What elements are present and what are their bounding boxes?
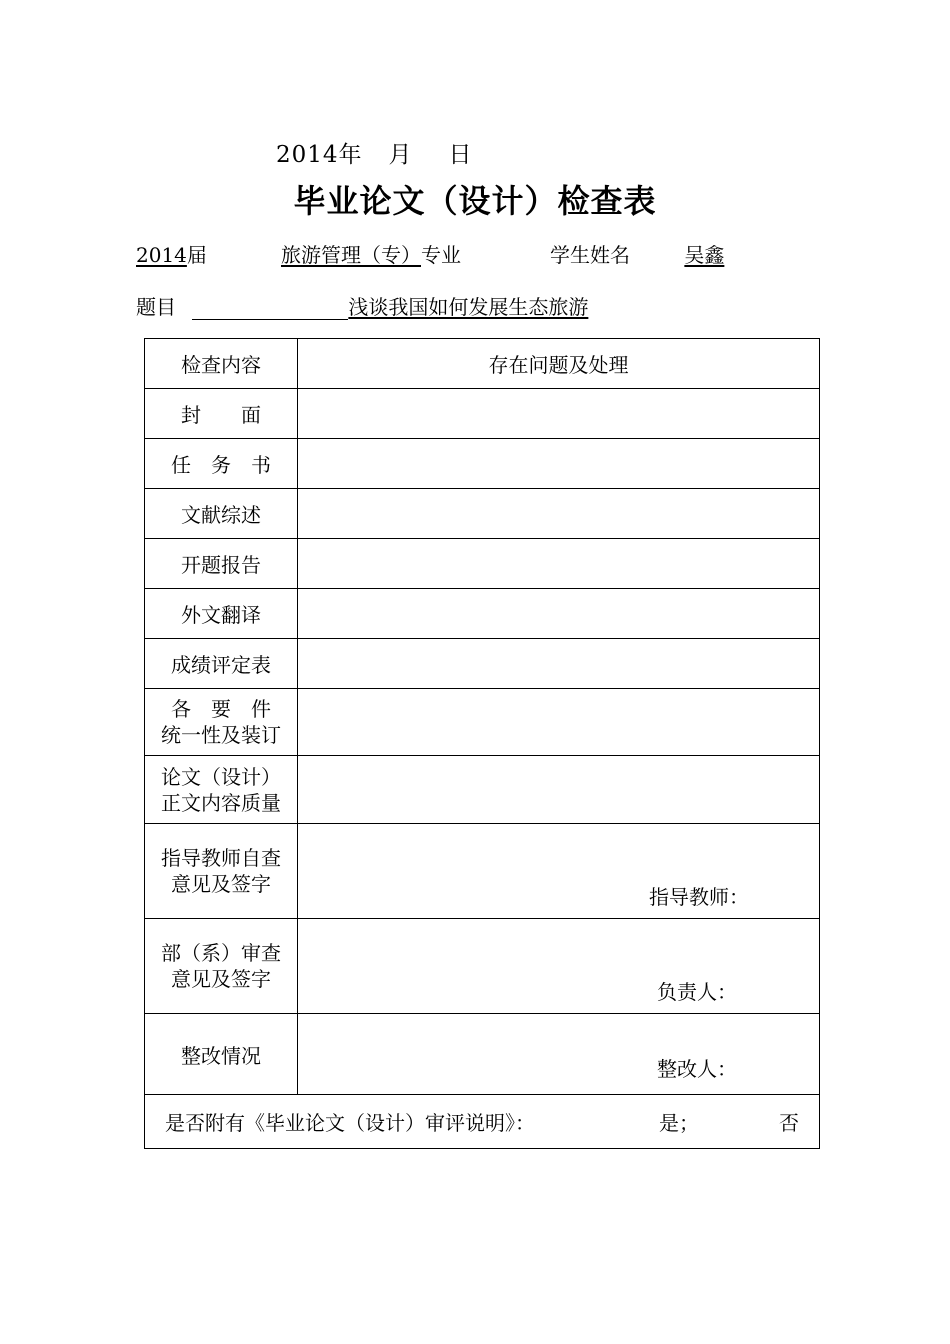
topic-label: 题目 xyxy=(136,295,176,319)
cell-literature-review xyxy=(298,489,820,539)
row-label-quality-line1: 论文（设计） xyxy=(161,764,281,789)
advisor-signature-label: 指导教师： xyxy=(649,885,749,909)
row-label-binding-line2: 统一性及装订 xyxy=(161,723,281,747)
student-label: 学生姓名 xyxy=(550,243,630,267)
footer-cell xyxy=(145,1095,820,1149)
row-label-dept-line1: 部（系）审查 xyxy=(161,941,281,965)
row-label-cover: 封 面 xyxy=(145,389,298,439)
student-field xyxy=(550,239,724,268)
table-row xyxy=(145,489,820,539)
cell-translation xyxy=(298,589,820,639)
date-day-unit: 日 xyxy=(448,142,473,168)
cell-quality xyxy=(298,756,820,824)
row-label-advisor-line2: 意见及签字 xyxy=(171,872,271,896)
table-row xyxy=(145,539,820,589)
student-name: 吴鑫 xyxy=(684,243,725,267)
row-label-quality xyxy=(145,756,298,824)
table-row xyxy=(145,1014,820,1095)
table-row xyxy=(145,389,820,439)
row-label-binding xyxy=(145,689,298,756)
row-label-quality-line2: 正文内容质量 xyxy=(161,790,281,815)
major-unit: 专业 xyxy=(421,243,461,267)
check-table xyxy=(144,338,820,1149)
table-row xyxy=(145,439,820,489)
table-row xyxy=(145,689,820,756)
topic-value: 浅谈我国如何发展生态旅游 xyxy=(348,295,589,319)
row-label-proposal-report: 开题报告 xyxy=(145,539,298,589)
header-check-content: 检查内容 xyxy=(145,339,298,389)
row-label-grade-sheet: 成绩评定表 xyxy=(145,639,298,689)
major-field xyxy=(259,239,461,268)
row-label-advisor xyxy=(145,824,298,919)
rectify-signature-label: 整改人： xyxy=(657,1057,737,1081)
cell-proposal-report xyxy=(298,539,820,589)
footer-line xyxy=(145,1107,819,1136)
topic-field xyxy=(136,291,588,320)
cell-cover xyxy=(298,389,820,439)
row-label-binding-line1: 各 要 件 xyxy=(171,697,271,721)
row-label-rectify: 整改情况 xyxy=(145,1014,298,1095)
appendix-no: 否 xyxy=(779,1111,799,1135)
cell-task-book xyxy=(298,439,820,489)
table-row xyxy=(145,756,820,824)
header-issues: 存在问题及处理 xyxy=(298,339,820,389)
cell-rectify xyxy=(298,1014,820,1095)
table-row xyxy=(145,639,820,689)
appendix-question: 是否附有《毕业论文（设计）审评说明》： xyxy=(165,1111,535,1135)
row-label-dept xyxy=(145,919,298,1014)
appendix-yes: 是； xyxy=(659,1111,699,1135)
date-line xyxy=(276,136,473,169)
topic-underline xyxy=(192,297,348,320)
date-year-unit: 年 xyxy=(338,142,363,168)
major-value: 旅游管理（专） xyxy=(281,243,421,267)
table-header-row xyxy=(145,339,820,389)
session-unit: 届 xyxy=(186,243,207,267)
dept-signature-label: 负责人： xyxy=(657,980,737,1004)
cell-advisor xyxy=(298,824,820,919)
cell-dept xyxy=(298,919,820,1014)
table-row xyxy=(145,919,820,1014)
session-value: 2014 xyxy=(136,243,187,267)
row-label-task-book: 任 务 书 xyxy=(145,439,298,489)
table-row xyxy=(145,589,820,639)
date-year: 2014 xyxy=(276,142,339,168)
row-label-translation: 外文翻译 xyxy=(145,589,298,639)
date-month-unit: 月 xyxy=(388,142,413,168)
page-title: 毕业论文（设计）检查表 xyxy=(293,182,657,220)
row-label-advisor-line1: 指导教师自查 xyxy=(161,846,281,870)
table-row xyxy=(145,824,820,919)
row-label-dept-line2: 意见及签字 xyxy=(171,967,271,991)
table-footer-row xyxy=(145,1095,820,1149)
session-field xyxy=(136,239,207,268)
cell-binding xyxy=(298,689,820,756)
row-label-literature-review: 文献综述 xyxy=(145,489,298,539)
cell-grade-sheet xyxy=(298,639,820,689)
